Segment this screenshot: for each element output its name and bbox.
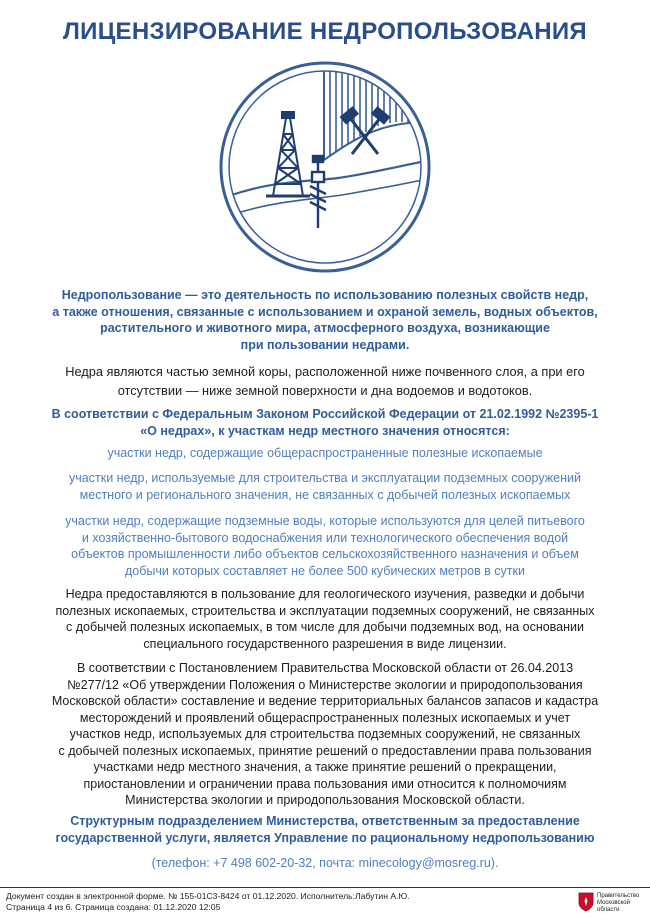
regulation-line: Московской области» составление и ведение территориальных балансов запасов и кадастра: [51, 694, 599, 708]
regulation-line: приостановлении и ограничении права пользования ими относится к полномочиям: [83, 776, 567, 791]
regulation-line: Министерства экологии и природопользования Московской области.: [125, 793, 525, 807]
list-item: [20, 470, 630, 503]
list-item-line: участки недр, содержащие подземные воды, которые используются для целей питьевого: [65, 514, 585, 528]
intro-paragraph: [20, 287, 630, 353]
page-title: ЛИЦЕНЗИРОВАНИЕ НЕДРОПОЛЬЗОВАНИЯ: [63, 18, 587, 45]
law-heading: [20, 406, 630, 439]
footer-document-line: Документ создан в электронной форме. № 155-01С3-8424 от 01.12.2020. Исполнитель:Лабутин А.Ю.: [6, 891, 410, 901]
responsible-line: государственной услуги, является Управление по рациональному недропользованию: [55, 830, 595, 845]
law-heading-line: В соответствии с Федеральным Законом Российской Федерации от 21.02.1992 №2395-1: [51, 407, 599, 421]
list-item-line: участки недр, содержащие общераспространенные полезные ископаемые: [107, 446, 543, 460]
footer-organization: [597, 893, 650, 914]
provision-line: специального государственного разрешения в виде лицензии.: [143, 636, 507, 651]
list-item: [20, 513, 630, 579]
responsible-paragraph: [20, 813, 630, 846]
responsible-line: Структурным подразделением Министерства, ответственным за предоставление: [70, 814, 580, 828]
intro-line: растительного и животного мира, атмосферного воздуха, возникающие: [100, 321, 550, 335]
regulation-line: №277/12 «Об утверждении Положения о Министерстве экологии и природопользования: [67, 677, 583, 692]
footer-divider: [0, 887, 650, 888]
footer-org-line: Московской области: [597, 900, 630, 913]
provision-line: Недра предоставляются в пользование для геологического изучения, разведки и добычи: [65, 587, 585, 601]
definition-line: Недра являются частью земной коры, расположенной ниже почвенного слоя, а при его: [65, 364, 585, 379]
mining-emblem-icon: [218, 60, 432, 274]
regulation-line: В соответствии с Постановлением Правительства Московской области от 26.04.2013: [76, 661, 574, 675]
contacts: (телефон: +7 498 602-20-32, почта: minecology@mosreg.ru).: [151, 856, 499, 870]
intro-line: Недропользование — это деятельность по использованию полезных свойств недр,: [61, 288, 589, 302]
regulation-line: участков недр, используемых для строительства подземных сооружений, не связанных: [69, 727, 581, 741]
law-heading-line: «О недрах», к участкам недр местного значения относятся:: [140, 423, 510, 438]
coat-of-arms-icon: [578, 892, 594, 912]
list-item-line: местного и регионального значения, не связанных с добычей полезных ископаемых: [79, 487, 571, 502]
provision-paragraph: [20, 586, 630, 652]
list-item-line: участки недр, используемые для строительства и эксплуатации подземных сооружений: [69, 471, 581, 485]
list-item-line: и хозяйственно-бытового водоснабжения или технологического обеспечения водой: [81, 530, 569, 545]
definition-line: отсутствии — ниже земной поверхности и дна водоемов и водотоков.: [117, 383, 533, 398]
regulation-line: месторождений и проявлений общераспространенных полезных ископаемых и учет: [79, 710, 571, 725]
definition-paragraph: [20, 362, 630, 400]
footer-text: [6, 891, 410, 913]
intro-line: при пользовании недрами.: [240, 337, 410, 352]
provision-line: полезных ископаемых, строительства и эксплуатации подземных сооружений, не связанных: [55, 603, 595, 618]
regulation-line: с добычей полезных ископаемых, принятие решений о предоставлении права пользования: [58, 743, 592, 758]
intro-line: а также отношения, связанные с использованием и охраной земель, водных объектов,: [52, 304, 598, 319]
regulation-paragraph: [20, 660, 630, 809]
regulation-line: участками недр местного значения, а также принятие решений о прекращении,: [93, 760, 557, 774]
list-item-line: объектов промышленности либо объектов сельскохозяйственного назначения и объем: [71, 547, 579, 561]
provision-line: с добычей полезных ископаемых, в том числе для добычи подземных вод, на основании: [65, 620, 584, 634]
footer-org-line: Правительство: [597, 893, 640, 899]
footer-page-line: Страница 4 из 6. Страница создана: 01.12.2020 12:05: [6, 902, 221, 912]
list-item: [20, 445, 630, 462]
list-item-line: добычи которых составляет не более 500 кубических метров в сутки: [125, 563, 525, 578]
